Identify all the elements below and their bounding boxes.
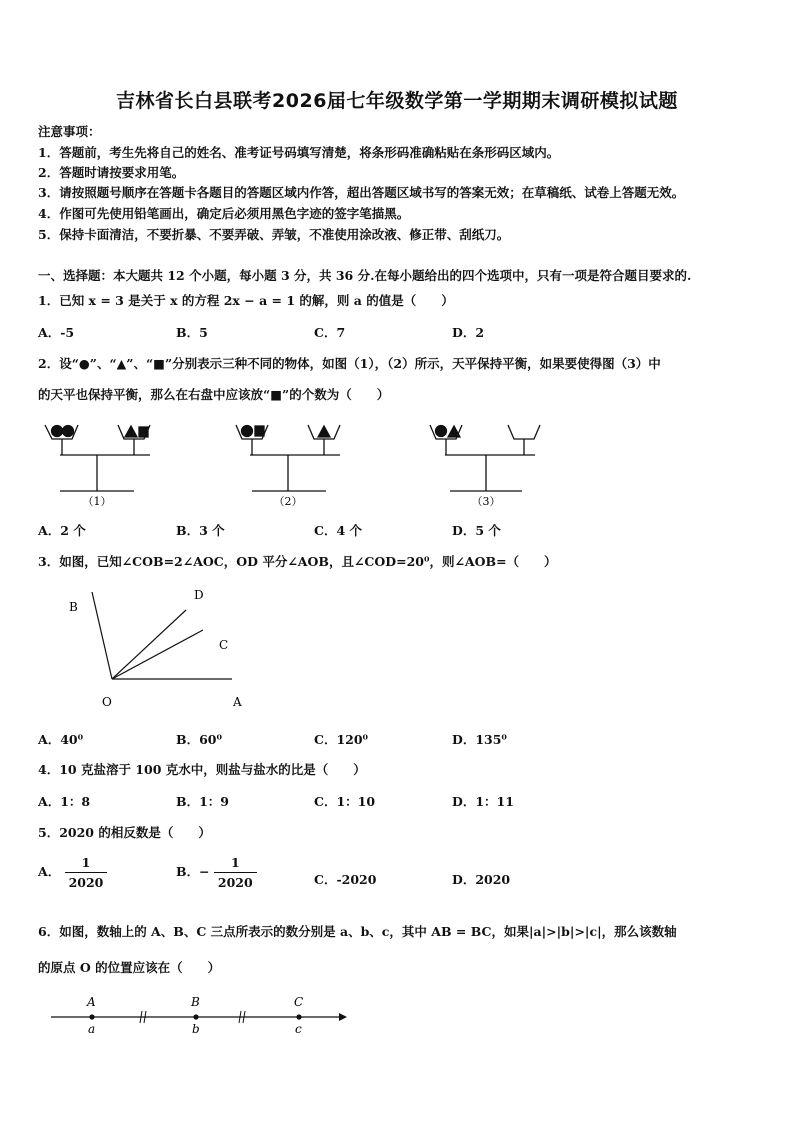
q5-option-a-label: A． [38,864,61,879]
figure-label-3: （3） [471,495,501,508]
number-line-figure [45,992,355,1040]
q4-option-d: D．1：11 [452,794,514,809]
circle-object [242,426,253,437]
label-upper-a: A [87,995,96,1009]
label-lower-c: c [295,1022,302,1036]
triangle-object [318,426,330,437]
q2-option-d: D．5 个 [452,523,501,538]
q3-option-b: B．60⁰ [176,732,222,747]
square-object [139,427,148,437]
ray-ob [92,592,112,679]
question-5-stem: 5．2020 的相反数是（ ） [38,825,211,840]
point-label-b: B [69,600,78,614]
arrow-icon [339,1013,347,1021]
question-4-stem: 4．10 克盐溶于 100 克水中，则盐与盐水的比是（ ） [38,762,366,777]
question-3-stem: 3．如图，已知∠COB=2∠AOC，OD 平分∠AOB，且∠COD=20⁰，则∠AOB=（ ） [38,554,557,569]
balance-scales-figure [40,415,560,510]
balance-scale-1 [45,425,150,491]
label-upper-b: B [191,995,200,1009]
q4-option-c: C．1：10 [314,794,376,809]
point-label-d: D [194,588,204,602]
fraction-denominator: 2020 [65,872,108,890]
q3-option-c: C．120⁰ [314,732,369,747]
point-label-c: C [219,638,229,652]
question-2-stem-line1: 2．设“●”、“▲”、“■”分别表示三种不同的物体，如图（1），（2）所示，天平保持平衡，如果要使得图（3）中 [38,356,661,371]
q2-option-c: C．4 个 [314,523,362,538]
notice-item: 5．保持卡面清洁，不要折暴、不要弄破、弄皱，不准使用涂改液、修正带、刮纸刀。 [38,227,510,242]
q2-option-b: B．3 个 [176,523,225,538]
q5-option-b-fraction [214,855,257,890]
point-label-o: O [102,695,112,709]
notice-item: 1．答题前，考生先将自己的姓名、准考证号码填写清楚，将条形码准确粘贴在条形码区域内。 [38,145,560,160]
circle-object [436,426,447,437]
q3-option-a: A．40⁰ [38,732,84,747]
question-2-stem-line2: 的天平也保持平衡，那么在右盘中应该放“■”的个数为（ ） [38,387,390,402]
q1-option-d: D．2 [452,325,485,340]
q5-option-d: D．2020 [452,872,511,887]
triangle-object [448,426,460,437]
question-6-stem-line2: 的原点 O 的位置应该在（ ） [38,960,221,975]
q1-option-b: B．5 [176,325,208,340]
figure-label-1: （1） [82,495,112,508]
fraction-denominator: 2020 [214,872,257,890]
q5-option-b [176,855,257,890]
fraction-numerator: 1 [230,855,240,870]
notice-heading: 注意事项： [38,124,101,139]
q4-option-a: A．1：8 [38,794,91,809]
q2-option-a: A．2 个 [38,523,86,538]
figure-label-2: （2） [273,495,303,508]
q3-option-d: D．135⁰ [452,732,507,747]
label-lower-a: a [88,1022,96,1036]
q5-option-a-fraction [65,855,108,890]
fraction-numerator: 1 [81,855,91,870]
angle-figure [60,582,260,712]
question-6-stem-line1: 6．如图，数轴上的 A、B、C 三点所表示的数分别是 a、b、c，其中 AB = BC，如果|a|>|b|>|c|，那么该数轴 [38,924,677,939]
page-title: 吉林省长白县联考2026届七年级数学第一学期期末调研模拟试题 [116,90,678,112]
q5-option-c: C．-2020 [314,872,377,887]
circle-object [63,426,74,437]
notice-item: 4．作图可先使用铅笔画出，确定后必须用黑色字迹的签字笔描黑。 [38,206,410,221]
point-c [296,1014,301,1019]
triangle-object [125,426,137,437]
notice-item: 2．答题时请按要求用笔。 [38,165,185,180]
q1-option-c: C．7 [314,325,346,340]
q4-option-b: B．1：9 [176,794,229,809]
question-1-stem: 1．已知 x = 3 是关于 x 的方程 2x − a = 1 的解，则 a 的值是（ ） [38,293,454,308]
point-b [193,1014,198,1019]
q1-option-a: A．-5 [38,325,75,340]
square-object [255,426,264,436]
q5-option-b-label: B．− [176,864,210,879]
point-a [89,1014,94,1019]
balance-scale-3 [430,425,540,491]
label-upper-c: C [294,995,304,1009]
point-label-a: A [233,695,242,709]
label-lower-b: b [192,1022,200,1036]
q5-option-a [38,855,107,890]
notice-item: 3．请按照题号顺序在答题卡各题目的答题区域内作答，超出答题区域书写的答案无效；在草稿纸、试卷上答题无效。 [38,185,685,200]
balance-scale-2 [236,425,340,491]
section-heading: 一、选择题：本大题共 12 个小题，每小题 3 分，共 36 分.在每小题给出的四个选项中，只有一项是符合题目要求的. [38,268,692,283]
circle-object [52,426,63,437]
